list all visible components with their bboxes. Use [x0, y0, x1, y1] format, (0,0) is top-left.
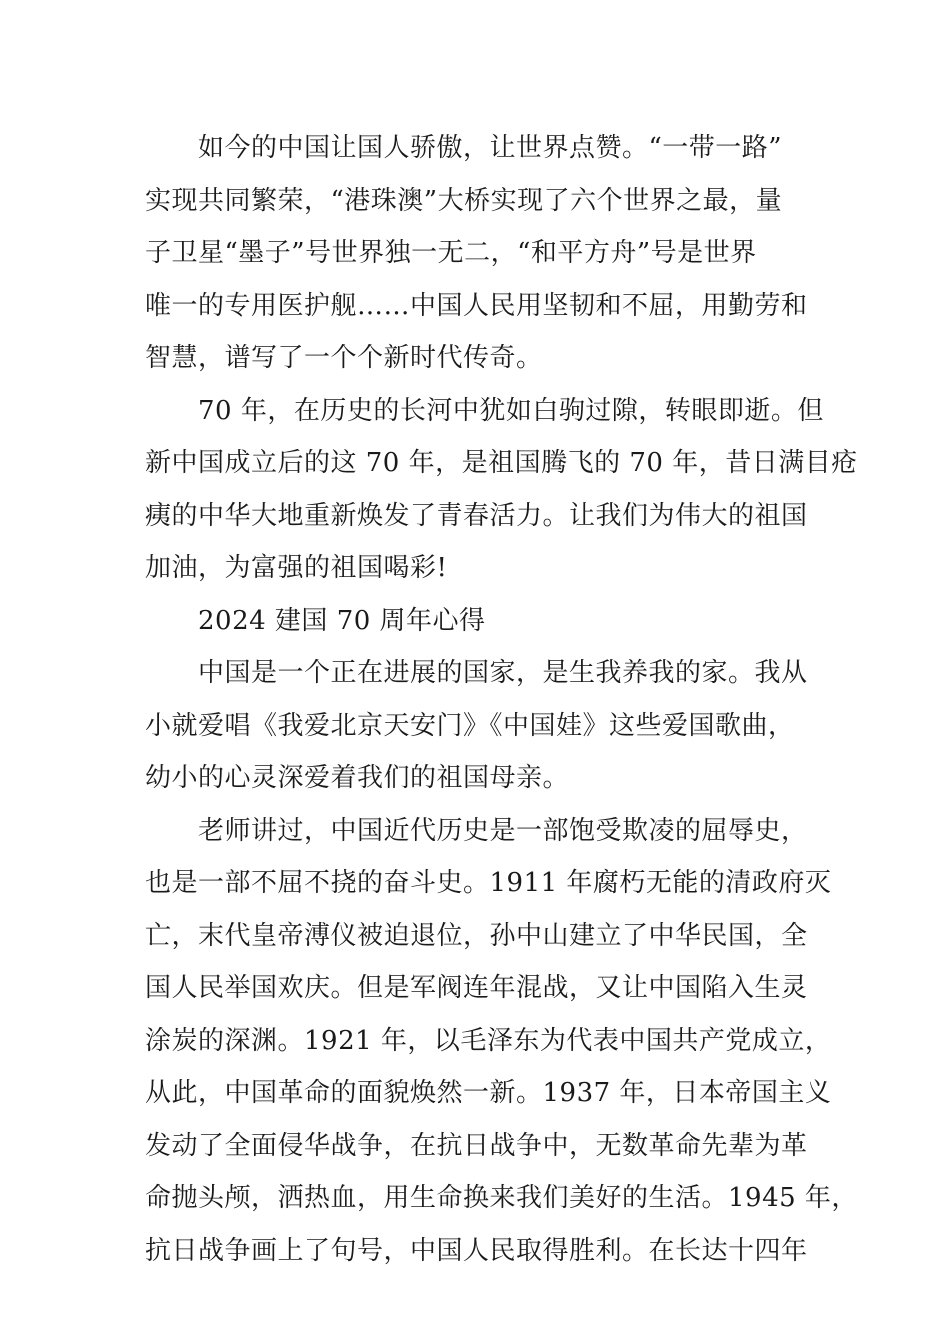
paragraph-line: 如今的中国让国人骄傲，让世界点赞。“一带一路”	[198, 133, 783, 163]
paragraph-line: 国人民举国欢庆。但是军阀连年混战，又让中国陷入生灵	[145, 973, 808, 1003]
paragraph-line: 小就爱唱《我爱北京天安门》《中国娃》这些爱国歌曲，	[145, 710, 795, 741]
paragraph-line: 抗日战争画上了句号，中国人民取得胜利。在长达十四年	[145, 1235, 808, 1266]
paragraph-line: 从此，中国革命的面貌焕然一新。1937 年，日本帝国主义	[145, 1078, 832, 1108]
paragraph-line: 70 年，在历史的长河中犹如白驹过隙，转眼即逝。但	[198, 395, 824, 426]
paragraph-line: 涂炭的深渊。1921 年，以毛泽东为代表中国共产党成立，	[145, 1025, 832, 1056]
paragraph-line: 命抛头颅，洒热血，用生命换来我们美好的生活。1945 年，	[145, 1183, 858, 1213]
paragraph-line: 新中国成立后的这 70 年，是祖国腾飞的 70 年，昔日满目疮	[145, 448, 858, 478]
paragraph-line: 子卫星“墨子”号世界独一无二，“和平方舟”号是世界	[145, 238, 757, 268]
paragraph-line: 痍的中华大地重新焕发了青春活力。让我们为伟大的祖国	[145, 500, 808, 531]
paragraph-line: 亡，末代皇帝溥仪被迫退位，孙中山建立了中华民国，全	[145, 920, 808, 951]
paragraph-line: 实现共同繁荣，“港珠澳”大桥实现了六个世界之最，量	[145, 185, 783, 216]
paragraph-line: 幼小的心灵深爱着我们的祖国母亲。	[145, 763, 570, 793]
paragraph-line: 也是一部不屈不挠的奋斗史。1911 年腐朽无能的清政府灭	[145, 868, 832, 898]
document-body	[145, 122, 858, 1277]
paragraph-line: 加油，为富强的祖国喝彩!	[145, 553, 448, 583]
section-heading: 2024 建国 70 周年心得	[198, 605, 486, 636]
paragraph-line: 唯一的专用医护舰……中国人民用坚韧和不屈，用勤劳和	[145, 290, 808, 321]
paragraph-line: 发动了全面侵华战争，在抗日战争中，无数革命先辈为革	[145, 1130, 808, 1161]
paragraph-line: 中国是一个正在进展的国家，是生我养我的家。我从	[198, 658, 808, 688]
paragraph-line: 老师讲过，中国近代历史是一部饱受欺凌的屈辱史，	[198, 815, 808, 846]
paragraph-line: 智慧，谱写了一个个新时代传奇。	[145, 343, 543, 373]
